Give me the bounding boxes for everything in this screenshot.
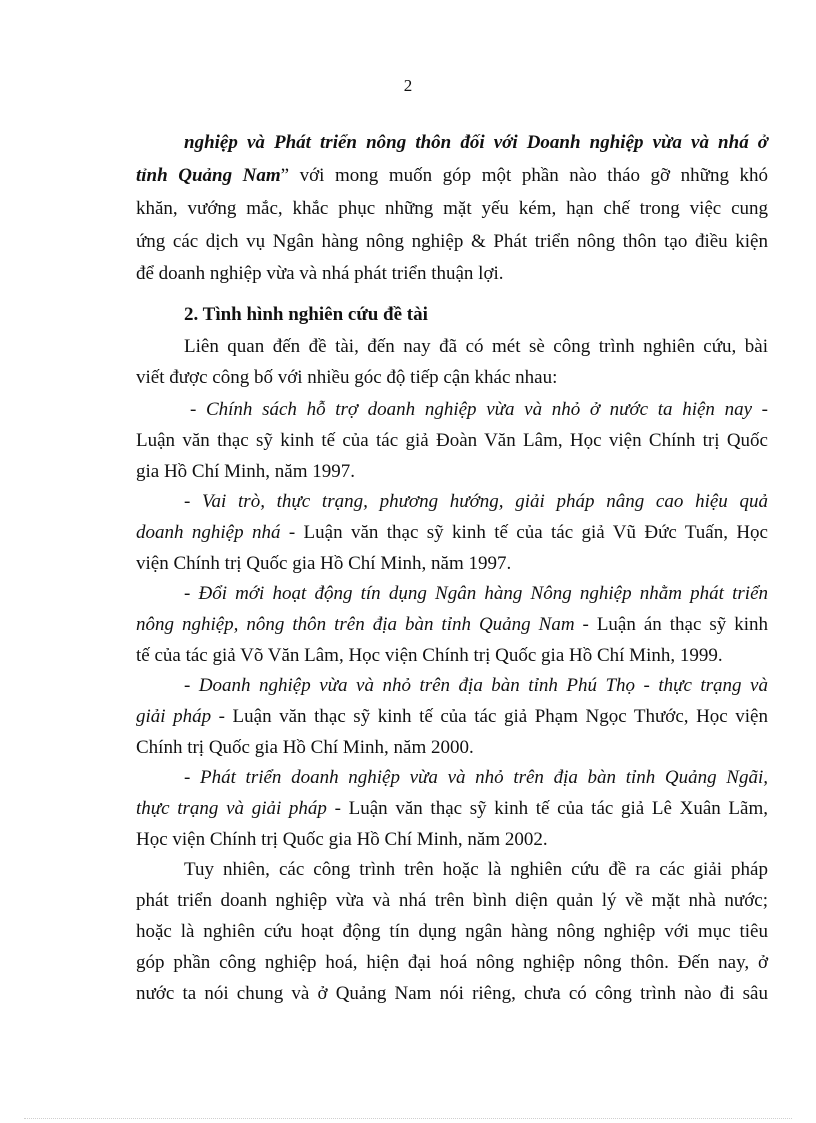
reference-title: doanh nghiệp nhá	[136, 522, 281, 543]
reference-line	[136, 398, 768, 422]
page-number: 2	[403, 76, 413, 95]
reference-line	[136, 797, 768, 821]
paragraph-line: Liên quan đến đề tài, đến nay đã có mét sè công trình nghiên cứu, bài	[184, 336, 768, 357]
reference-line	[136, 674, 768, 698]
paragraph-line: hoặc là nghiên cứu hoạt động tín dụng ngân hàng nông nghiệp với mục tiêu	[136, 921, 768, 942]
reference-title: giải pháp	[136, 706, 212, 727]
paragraph-line	[136, 164, 768, 188]
paragraph-line: phát triển doanh nghiệp vừa và nhá trên bình diện quản lý về mặt nhà nước;	[136, 890, 768, 911]
page-bottom-divider	[24, 1118, 792, 1119]
reference-line	[136, 766, 768, 790]
reference-line	[136, 521, 768, 545]
text-run: - Luận án thạc sỹ kinh	[574, 614, 768, 635]
reference-line: tế của tác giả Võ Văn Lâm, Học viện Chính trị Quốc gia Hồ Chí Minh, 1999.	[136, 645, 723, 666]
reference-line: Luận văn thạc sỹ kinh tế của tác giả Đoàn Văn Lâm, Học viện Chính trị Quốc	[136, 430, 768, 451]
reference-title: - Doanh nghiệp vừa và nhỏ trên địa bàn tỉnh Phú Thọ - thực trạng và	[184, 675, 768, 696]
paragraph-line: góp phần công nghiệp hoá, hiện đại hoá nông nghiệp nông thôn. Đến nay, ở	[136, 952, 768, 973]
reference-line	[136, 490, 768, 514]
paragraph-line	[136, 131, 768, 155]
text-run: ” với mong muốn góp một phần nào tháo gỡ những khó	[280, 165, 768, 186]
paragraph-line: ứng các dịch vụ Ngân hàng nông nghiệp & Phát triển nông thôn tạo điều kiện	[136, 231, 768, 252]
section-heading: 2. Tình hình nghiên cứu đề tài	[184, 304, 428, 325]
text-run: -	[752, 399, 768, 420]
paragraph-line: khăn, vướng mắc, khắc phục những mặt yếu kém, hạn chế trong việc cung	[136, 198, 768, 219]
reference-line	[136, 613, 768, 637]
reference-title: - Phát triển doanh nghiệp vừa và nhỏ trên địa bàn tỉnh Quảng Ngãi,	[184, 767, 768, 788]
reference-line: viện Chính trị Quốc gia Hồ Chí Minh, năm 1997.	[136, 553, 512, 574]
paragraph-line: nước ta nói chung và ở Quảng Nam nói riêng, chưa có công trình nào đi sâu	[136, 983, 768, 1004]
reference-line: gia Hồ Chí Minh, năm 1997.	[136, 461, 356, 482]
reference-title: nông nghiệp, nông thôn trên địa bàn tỉnh Quảng Nam	[136, 614, 575, 635]
reference-title: - Vai trò, thực trạng, phương hướng, giải pháp nâng cao hiệu quả	[184, 491, 768, 512]
reference-line: Chính trị Quốc gia Hồ Chí Minh, năm 2000.	[136, 737, 474, 758]
paragraph-line: để doanh nghiệp vừa và nhá phát triển thuận lợi.	[136, 263, 504, 284]
emphasis-text: nghiệp và Phát triển nông thôn đối với Doanh nghiệp vừa và nhá ở	[184, 132, 768, 153]
reference-line: Học viện Chính trị Quốc gia Hồ Chí Minh, năm 2002.	[136, 829, 548, 850]
text-run: - Luận văn thạc sỹ kinh tế của tác giả Vũ Đức Tuấn, Học	[280, 522, 768, 543]
paragraph-line: viết được công bố với nhiều góc độ tiếp cận khác nhau:	[136, 367, 558, 388]
reference-line	[136, 582, 768, 606]
reference-title: - Chính sách hỗ trợ doanh nghiệp vừa và nhỏ ở nước ta hiện nay	[190, 399, 753, 420]
reference-line	[136, 705, 768, 729]
text-run: - Luận văn thạc sỹ kinh tế của tác giả Lê Xuân Lãm,	[326, 798, 768, 819]
reference-title: thực trạng và giải pháp	[136, 798, 327, 819]
emphasis-text: tỉnh Quảng Nam	[136, 165, 281, 186]
paragraph-line: Tuy nhiên, các công trình trên hoặc là nghiên cứu đề ra các giải pháp	[184, 859, 768, 880]
text-run: - Luận văn thạc sỹ kinh tế của tác giả Phạm Ngọc Thước, Học viện	[211, 706, 768, 727]
reference-title: - Đổi mới hoạt động tín dụng Ngân hàng Nông nghiệp nhằm phát triển	[184, 583, 768, 604]
